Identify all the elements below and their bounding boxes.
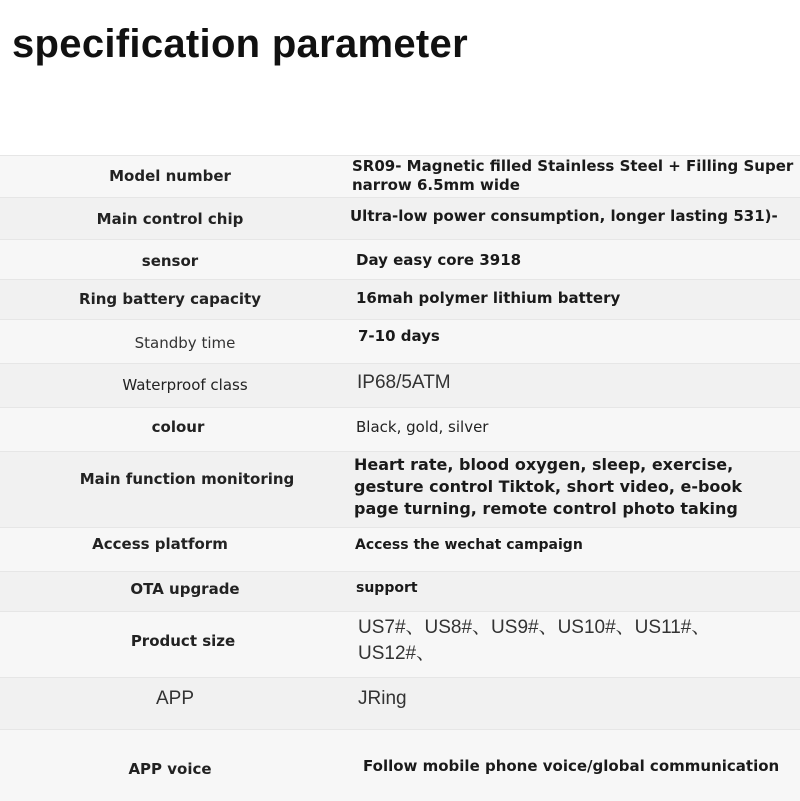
spec-row-product-size	[0, 611, 800, 678]
spec-value: Heart rate, blood oxygen, sleep, exercise, gesture control Tiktok, short video, e-book page turning, remote control photo taking	[354, 455, 743, 518]
spec-label: sensor	[141, 252, 199, 270]
spec-label: OTA upgrade	[130, 580, 240, 598]
spec-row-ota-upgrade	[0, 571, 800, 612]
spec-row-access-platform	[0, 527, 800, 572]
spec-row-sensor	[0, 239, 800, 280]
spec-label: Model number	[109, 167, 231, 185]
spec-label: Main control chip	[96, 210, 244, 228]
spec-row-main-control-chip	[0, 197, 800, 240]
page-title: specification parameter	[12, 22, 468, 66]
spec-row-colour	[0, 407, 800, 452]
spec-label: APP voice	[128, 760, 212, 778]
spec-value: Follow mobile phone voice/global communication	[363, 757, 780, 775]
spec-row-app-voice	[0, 729, 800, 801]
spec-value: Access the wechat campaign	[355, 537, 583, 553]
spec-label: Access platform	[92, 535, 228, 553]
spec-row-model-number	[0, 155, 800, 198]
spec-label: APP	[155, 688, 195, 709]
spec-table	[0, 155, 800, 800]
spec-value: SR09- Magnetic filled Stainless Steel + Filling Super narrow 6.5mm wide	[352, 157, 794, 194]
spec-value: Ultra-low power consumption, longer lasting 531)-	[350, 207, 778, 225]
spec-row-waterproof-class	[0, 363, 800, 408]
spec-row-standby-time	[0, 319, 800, 364]
spec-value: JRing	[358, 688, 407, 709]
spec-row-ring-battery-capacity	[0, 279, 800, 320]
spec-value: Day easy core 3918	[356, 251, 522, 269]
spec-value: 7-10 days	[358, 327, 440, 345]
spec-label: colour	[151, 418, 205, 436]
spec-value: Black, gold, silver	[356, 418, 489, 436]
spec-label: Ring battery capacity	[79, 290, 261, 308]
spec-label: Waterproof class	[122, 376, 248, 394]
spec-label: Standby time	[134, 334, 236, 352]
spec-row-app	[0, 677, 800, 730]
spec-row-main-function-monitoring	[0, 451, 800, 528]
spec-label: Product size	[130, 632, 236, 650]
spec-label: Main function monitoring	[79, 470, 295, 488]
spec-value: support	[356, 580, 418, 596]
spec-value: 16mah polymer lithium battery	[356, 289, 621, 307]
spec-value: IP68/5ATM	[357, 372, 451, 393]
spec-value: US7#、US8#、US9#、US10#、US11#、US12#、	[358, 617, 711, 664]
